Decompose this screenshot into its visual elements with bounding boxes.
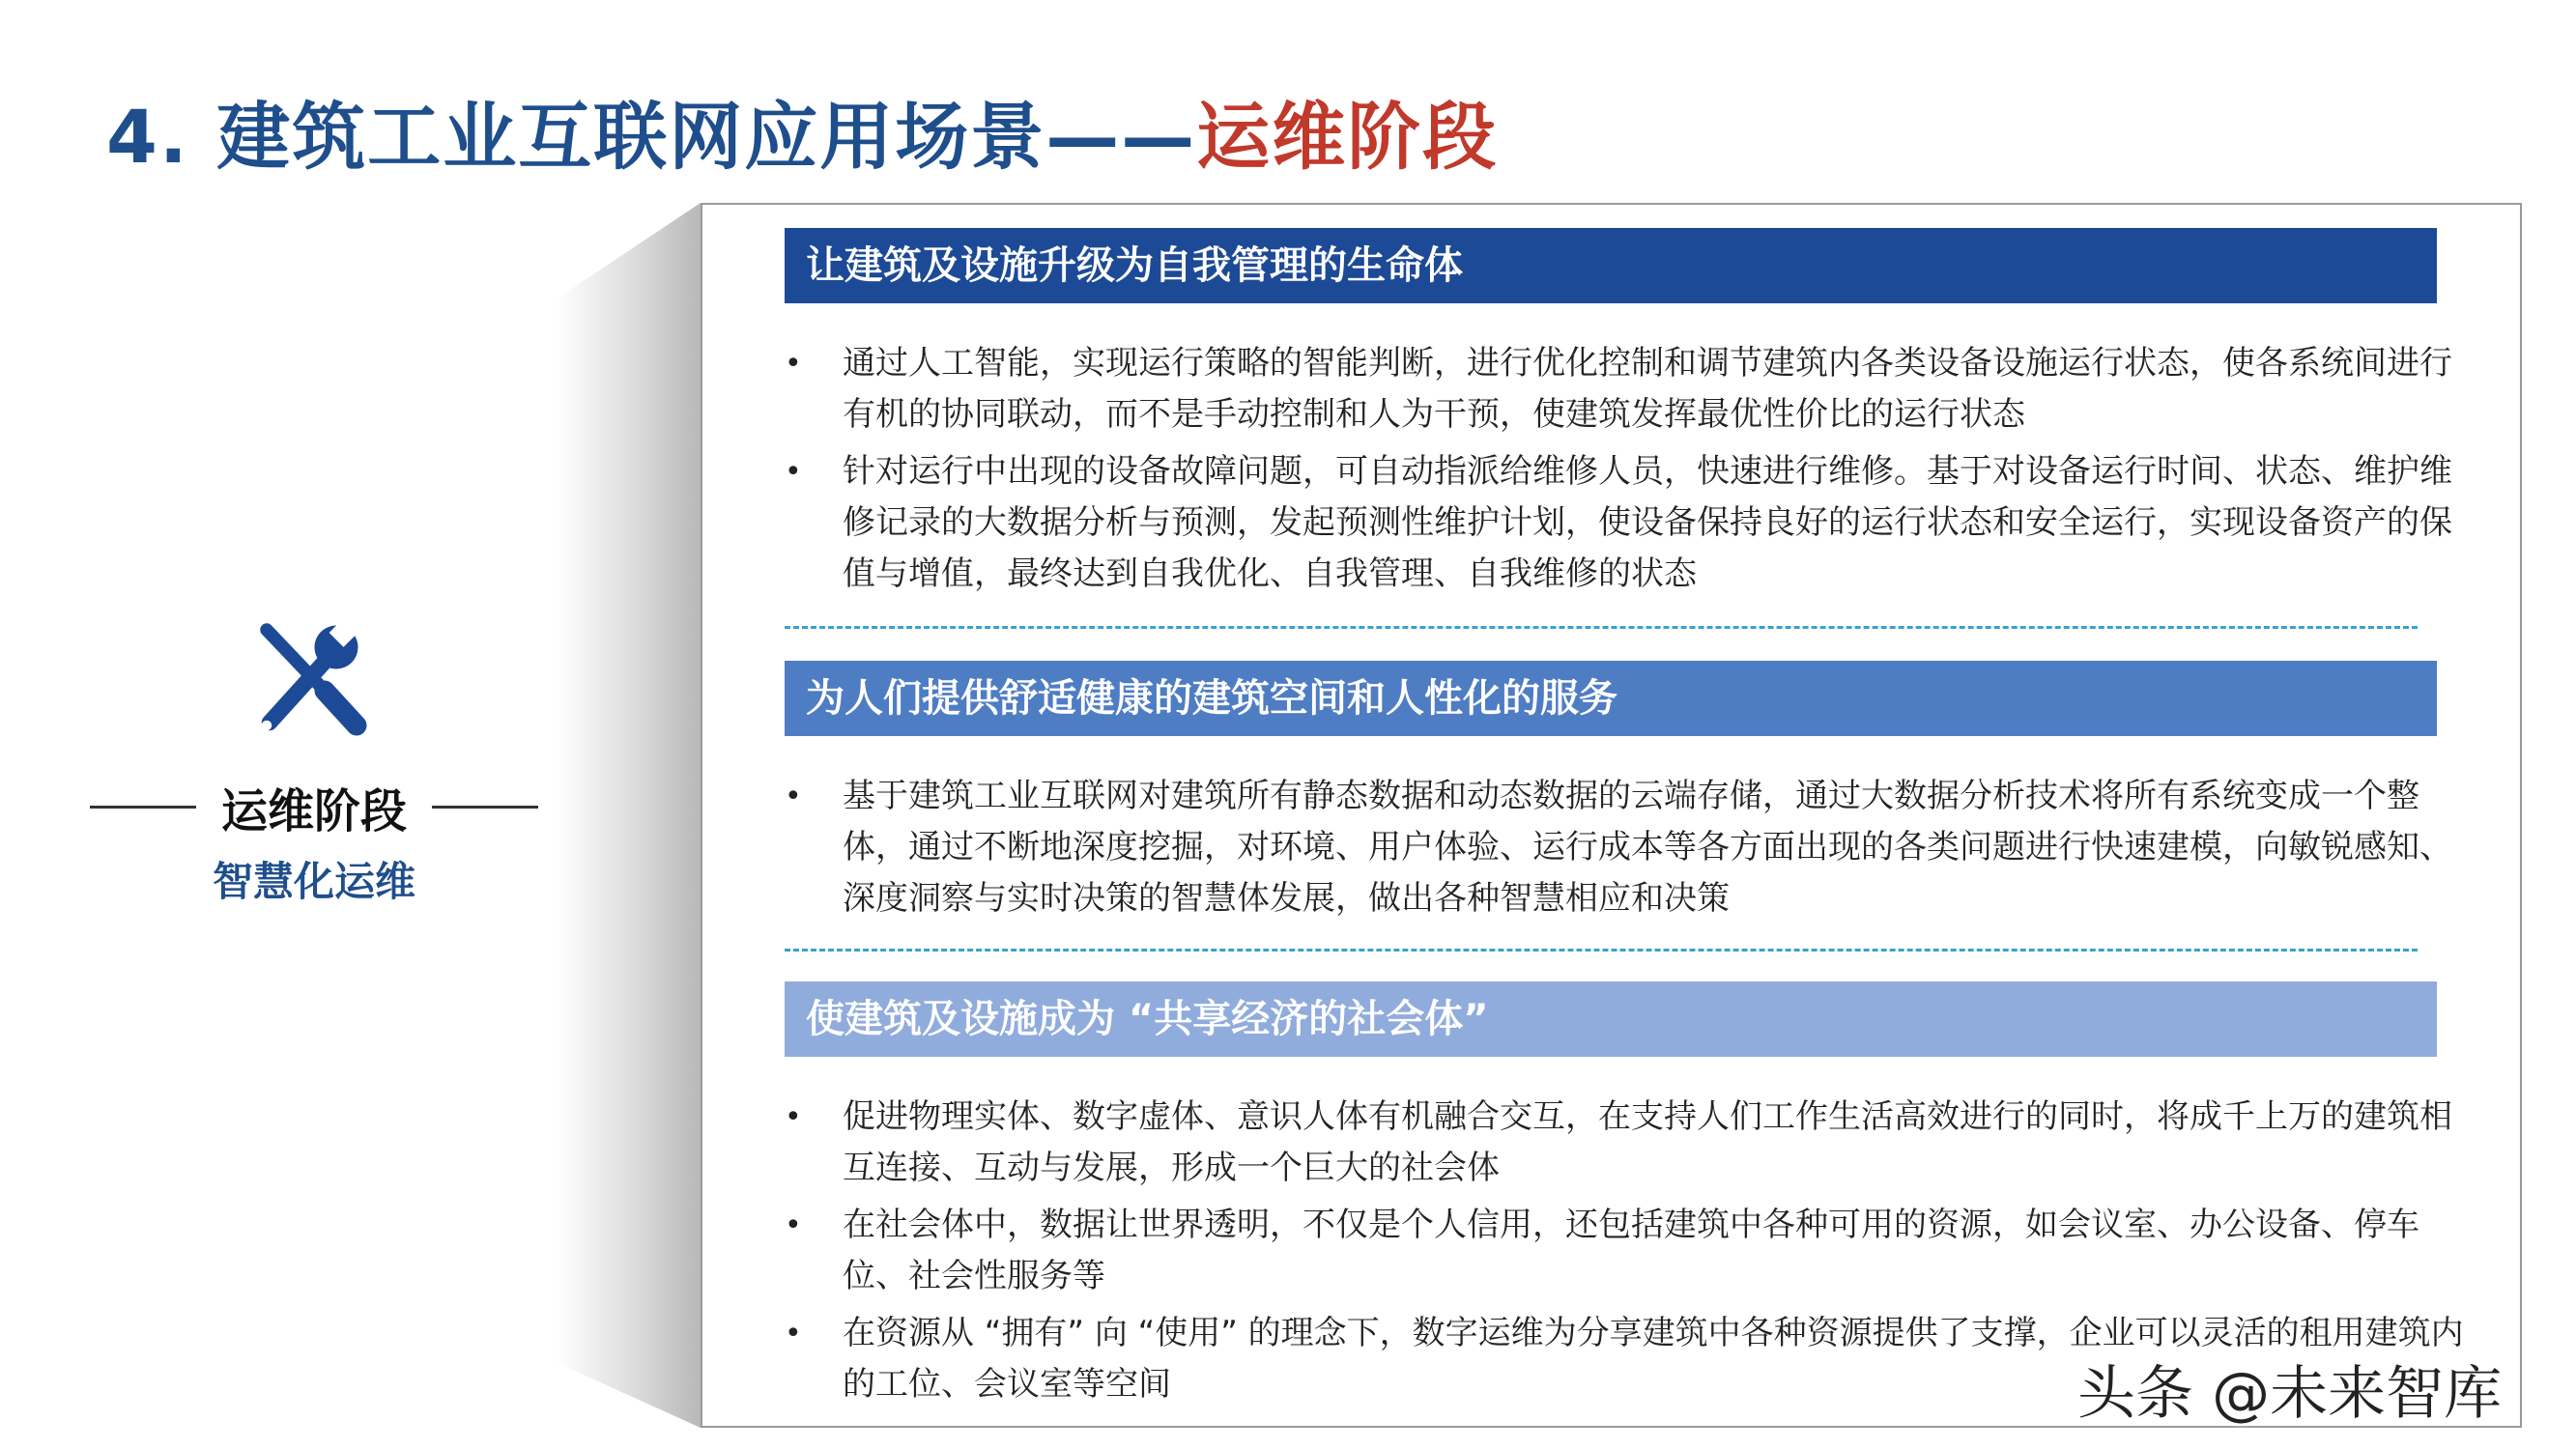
stage-subtitle: 智慧化运维	[212, 858, 415, 905]
stage-line-right	[432, 806, 538, 809]
section-header-3: 使建筑及设施成为 “共享经济的社会体”	[785, 981, 2437, 1057]
section-2-bullets	[780, 771, 2480, 930]
dashed-divider-1	[785, 626, 2418, 629]
bullet-item: • 促进物理实体、数字虚体、意识人体有机融合交互，在支持人们工作生活高效进行的同时，将成千上万的建筑相互连接、互动与发展，形成一个巨大的社会体	[780, 1092, 2480, 1194]
stage-row	[77, 773, 551, 840]
section-1-bullets	[780, 338, 2480, 606]
tools-icon	[232, 604, 377, 749]
bullet-item: • 通过人工智能，实现运行策略的智能判断，进行优化控制和调节建筑内各类设备设施运行状态，使各系统间进行有机的协同联动，而不是手动控制和人为干预，使建筑发挥最优性价比的运行状态	[780, 338, 2480, 440]
bullet-item: • 基于建筑工业互联网对建筑所有静态数据和动态数据的云端存储，通过大数据分析技术将所有系统变成一个整体，通过不断地深度挖掘，对环境、用户体验、运行成本等各方面出现的各类问题进行快速建模，向敏锐感知、深度洞察与实时决策的智慧体发展，做出各种智慧相应和决策	[780, 771, 2480, 924]
dashed-divider-2	[785, 949, 2418, 952]
stage-label: 运维阶段	[220, 783, 407, 838]
section-header-2: 为人们提供舒适健康的建筑空间和人性化的服务	[785, 661, 2437, 736]
section-header-1: 让建筑及设施升级为自我管理的生命体	[785, 228, 2437, 303]
title-number: 4.	[106, 94, 189, 180]
title-accent: 运维阶段	[1196, 94, 1499, 180]
title-main: 建筑工业互联网应用场景——	[216, 94, 1197, 180]
shadow-wedge	[556, 203, 702, 1428]
stage-line-left	[90, 806, 196, 809]
bullet-item: • 在资源从 “拥有” 向 “使用” 的理念下，数字运维为分享建筑中各种资源提供了支撑，企业可以灵活的租用建筑内的工位、会议室等空间	[780, 1308, 2480, 1410]
watermark: 头条 @未来智库	[2077, 1360, 2503, 1428]
bullet-item: • 在社会体中，数据让世界透明，不仅是个人信用，还包括建筑中各种可用的资源，如会议室、办公设备、停车位、社会性服务等	[780, 1200, 2480, 1302]
page-title	[106, 89, 1498, 185]
content-box	[701, 203, 2522, 1428]
bullet-item: • 针对运行中出现的设备故障问题，可自动指派给维修人员，快速进行维修。基于对设备运行时间、状态、维护维修记录的大数据分析与预测，发起预测性维护计划，使设备保持良好的运行状态和安全运行，实现设备资产的保值与增值，最终达到自我优化、自我管理、自我维修的状态	[780, 446, 2480, 600]
